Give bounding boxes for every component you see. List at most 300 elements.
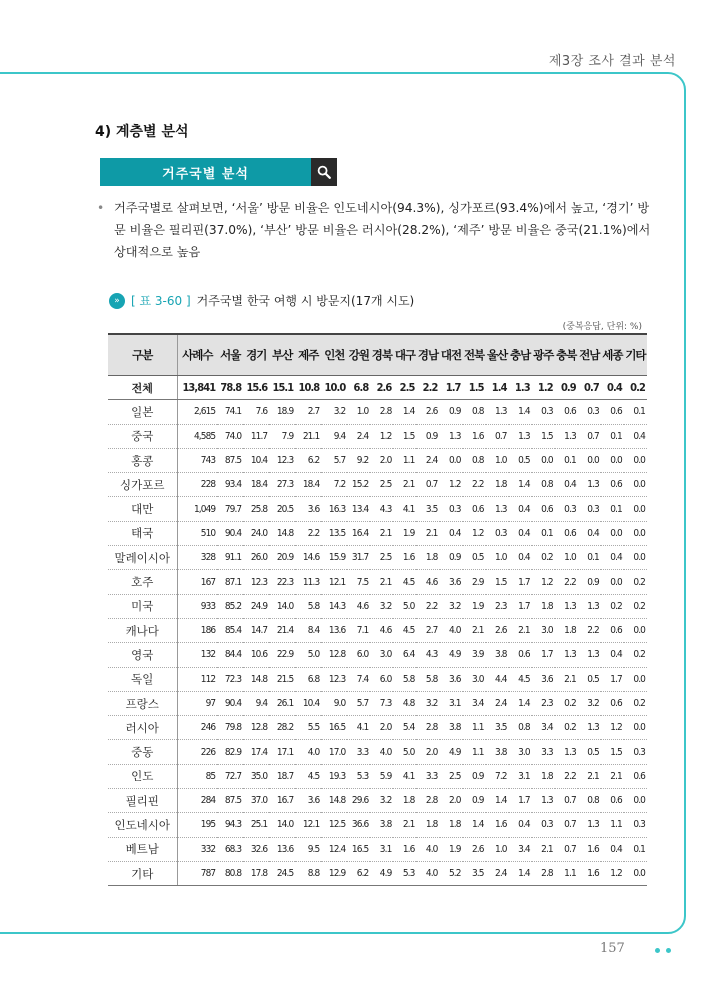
value-cell: 9.4 [243, 691, 269, 715]
value-cell: 4.5 [509, 667, 532, 691]
value-cell: 2.5 [370, 473, 393, 497]
value-cell: 26.1 [269, 691, 295, 715]
value-cell: 2.6 [486, 618, 509, 642]
value-cell: 1.5 [463, 376, 486, 400]
value-cell: 4.3 [416, 643, 439, 667]
value-cell: 16.5 [347, 837, 370, 861]
value-cell: 0.4 [578, 521, 601, 545]
value-cell: 12.9 [321, 861, 347, 885]
value-cell: 1.1 [393, 448, 416, 472]
header-cell: 대구 [393, 334, 416, 376]
value-cell: 5.3 [347, 764, 370, 788]
value-cell: 1.2 [532, 570, 555, 594]
value-cell: 2.2 [295, 521, 321, 545]
table-row [108, 400, 647, 424]
value-cell: 1.2 [440, 473, 463, 497]
value-cell: 787 [177, 861, 217, 885]
value-cell: 0.3 [440, 497, 463, 521]
value-cell: 4.8 [393, 691, 416, 715]
value-cell: 84.4 [217, 643, 243, 667]
value-cell: 933 [177, 594, 217, 618]
value-cell: 0.1 [532, 521, 555, 545]
value-cell: 3.3 [347, 740, 370, 764]
value-cell: 1.9 [393, 521, 416, 545]
value-cell: 1.0 [486, 546, 509, 570]
value-cell: 0.6 [624, 764, 647, 788]
value-cell: 18.7 [269, 764, 295, 788]
country-cell: 인도네시아 [108, 813, 177, 837]
value-cell: 14.8 [321, 789, 347, 813]
value-cell: 0.9 [555, 376, 578, 400]
value-cell: 743 [177, 448, 217, 472]
country-cell: 태국 [108, 521, 177, 545]
value-cell: 3.2 [370, 594, 393, 618]
value-cell: 1.3 [486, 400, 509, 424]
value-cell: 0.9 [463, 789, 486, 813]
value-cell: 8.4 [295, 618, 321, 642]
value-cell: 0.0 [532, 448, 555, 472]
value-cell: 1.8 [555, 618, 578, 642]
table-row [108, 837, 647, 861]
paragraph-text: 거주국별로 살펴보면, ‘서울’ 방문 비율은 인도네시아(94.3%), 싱가포르(93.4%)에서 높고, ‘경기’ 방문 비율은 필리핀(37.0%), ‘부산’ 방문 비율은 러시아(28.2%), ‘제주’ 방문 비율은 중국(21.1%)에서 상대적으로 높음 [114, 201, 651, 259]
value-cell: 2.2 [555, 570, 578, 594]
value-cell: 1.8 [416, 813, 439, 837]
value-cell: 3.8 [486, 740, 509, 764]
value-cell: 4.0 [370, 740, 393, 764]
value-cell: 2.1 [416, 521, 439, 545]
country-cell: 필리핀 [108, 789, 177, 813]
value-cell: 1.1 [463, 740, 486, 764]
value-cell: 14.8 [243, 667, 269, 691]
value-cell: 1.7 [532, 643, 555, 667]
value-cell: 0.2 [624, 691, 647, 715]
country-cell: 싱가포르 [108, 473, 177, 497]
value-cell: 2.1 [463, 618, 486, 642]
value-cell: 1.8 [416, 546, 439, 570]
value-cell: 2.4 [347, 424, 370, 448]
value-cell: 0.3 [624, 813, 647, 837]
value-cell: 90.4 [217, 521, 243, 545]
value-cell: 3.5 [463, 861, 486, 885]
value-cell: 1.3 [578, 643, 601, 667]
value-cell: 19.3 [321, 764, 347, 788]
value-cell: 0.0 [624, 521, 647, 545]
value-cell: 1.8 [393, 789, 416, 813]
header-cell: 대전 [440, 334, 463, 376]
table-row [108, 764, 647, 788]
table-header-row [108, 334, 647, 376]
value-cell: 6.2 [347, 861, 370, 885]
value-cell: 0.3 [532, 813, 555, 837]
value-cell: 3.2 [370, 789, 393, 813]
header-cell: 충남 [509, 334, 532, 376]
value-cell: 0.2 [624, 594, 647, 618]
value-cell: 5.7 [321, 448, 347, 472]
value-cell: 1.3 [555, 740, 578, 764]
value-cell: 0.1 [624, 400, 647, 424]
value-cell: 0.9 [440, 546, 463, 570]
value-cell: 79.8 [217, 716, 243, 740]
value-cell: 0.4 [509, 546, 532, 570]
value-cell: 13.5 [321, 521, 347, 545]
value-cell: 4.9 [440, 740, 463, 764]
value-cell: 14.3 [321, 594, 347, 618]
value-cell: 4.5 [393, 618, 416, 642]
table-row [108, 473, 647, 497]
value-cell: 5.4 [393, 716, 416, 740]
value-cell: 1.4 [393, 400, 416, 424]
value-cell: 2.1 [555, 667, 578, 691]
value-cell: 2.8 [416, 716, 439, 740]
value-cell: 226 [177, 740, 217, 764]
value-cell: 14.7 [243, 618, 269, 642]
value-cell: 7.1 [347, 618, 370, 642]
section-title: 4) 계층별 분석 [95, 124, 189, 140]
value-cell: 0.0 [578, 448, 601, 472]
value-cell: 1.3 [578, 716, 601, 740]
value-cell: 1.3 [578, 594, 601, 618]
value-cell: 186 [177, 618, 217, 642]
value-cell: 28.2 [269, 716, 295, 740]
header-cell: 부산 [269, 334, 295, 376]
value-cell: 2.8 [370, 400, 393, 424]
value-cell: 1.9 [463, 594, 486, 618]
country-cell: 영국 [108, 643, 177, 667]
value-cell: 2.3 [486, 594, 509, 618]
value-cell: 25.8 [243, 497, 269, 521]
value-cell: 78.8 [217, 376, 243, 400]
value-cell: 2.8 [532, 861, 555, 885]
value-cell: 11.3 [295, 570, 321, 594]
value-cell: 0.3 [555, 497, 578, 521]
value-cell: 14.6 [295, 546, 321, 570]
bullet-icon: • [97, 201, 105, 215]
value-cell: 0.7 [555, 789, 578, 813]
table-row [108, 521, 647, 545]
value-cell: 0.0 [624, 497, 647, 521]
value-cell: 16.3 [321, 497, 347, 521]
country-cell: 러시아 [108, 716, 177, 740]
value-cell: 0.6 [601, 400, 624, 424]
value-cell: 0.3 [486, 521, 509, 545]
value-cell: 15.2 [347, 473, 370, 497]
value-cell: 1.2 [601, 861, 624, 885]
country-cell: 대만 [108, 497, 177, 521]
value-cell: 2.4 [486, 861, 509, 885]
value-cell: 1.2 [601, 716, 624, 740]
value-cell: 0.2 [624, 643, 647, 667]
value-cell: 3.6 [440, 667, 463, 691]
value-cell: 0.4 [509, 497, 532, 521]
value-cell: 80.8 [217, 861, 243, 885]
value-cell: 0.5 [578, 667, 601, 691]
table-row [108, 594, 647, 618]
value-cell: 11.7 [243, 424, 269, 448]
value-cell: 2.6 [463, 837, 486, 861]
value-cell: 3.2 [440, 594, 463, 618]
value-cell: 4.6 [370, 618, 393, 642]
value-cell: 0.0 [440, 448, 463, 472]
value-cell: 3.2 [578, 691, 601, 715]
value-cell: 7.2 [486, 764, 509, 788]
value-cell: 13.6 [321, 618, 347, 642]
header-cell: 경남 [416, 334, 439, 376]
value-cell: 332 [177, 837, 217, 861]
value-cell: 0.0 [624, 716, 647, 740]
page-dots [655, 948, 671, 953]
value-cell: 2.0 [440, 789, 463, 813]
header-cell: 제주 [295, 334, 321, 376]
value-cell: 5.5 [295, 716, 321, 740]
value-cell: 2.0 [370, 716, 393, 740]
value-cell: 4.6 [416, 570, 439, 594]
value-cell: 1.8 [532, 764, 555, 788]
value-cell: 1.7 [509, 789, 532, 813]
value-cell: 22.3 [269, 570, 295, 594]
value-cell: 6.2 [295, 448, 321, 472]
table-caption [109, 292, 414, 309]
header-cell: 세종 [601, 334, 624, 376]
country-cell: 전체 [108, 376, 177, 400]
header-cell: 경기 [243, 334, 269, 376]
value-cell: 2.6 [370, 376, 393, 400]
value-cell: 1.4 [509, 691, 532, 715]
value-cell: 1.3 [578, 473, 601, 497]
header-cell: 울산 [486, 334, 509, 376]
value-cell: 0.0 [624, 473, 647, 497]
value-cell: 5.8 [295, 594, 321, 618]
value-cell: 17.8 [243, 861, 269, 885]
table-row [108, 691, 647, 715]
value-cell: 3.0 [463, 667, 486, 691]
value-cell: 0.4 [509, 521, 532, 545]
value-cell: 4.3 [370, 497, 393, 521]
country-cell: 말레이시아 [108, 546, 177, 570]
value-cell: 0.8 [532, 473, 555, 497]
value-cell: 9.0 [321, 691, 347, 715]
value-cell: 5.8 [416, 667, 439, 691]
value-cell: 74.1 [217, 400, 243, 424]
country-cell: 일본 [108, 400, 177, 424]
value-cell: 112 [177, 667, 217, 691]
value-cell: 6.8 [295, 667, 321, 691]
table-title: 거주국별 한국 여행 시 방문지(17개 시도) [196, 294, 415, 308]
value-cell: 1.4 [509, 400, 532, 424]
value-cell: 6.0 [347, 643, 370, 667]
country-cell: 프랑스 [108, 691, 177, 715]
double-chevron-icon: » [109, 293, 125, 309]
value-cell: 12.3 [321, 667, 347, 691]
visit-table [108, 333, 647, 886]
value-cell: 3.6 [532, 667, 555, 691]
value-cell: 1.4 [463, 813, 486, 837]
value-cell: 5.0 [295, 643, 321, 667]
value-cell: 17.0 [321, 740, 347, 764]
value-cell: 72.7 [217, 764, 243, 788]
value-cell: 4.0 [416, 837, 439, 861]
value-cell: 1.2 [370, 424, 393, 448]
value-cell: 0.9 [416, 424, 439, 448]
value-cell: 0.1 [601, 424, 624, 448]
value-cell: 1.6 [393, 837, 416, 861]
value-cell: 1.8 [532, 594, 555, 618]
value-cell: 14.0 [269, 813, 295, 837]
value-cell: 1.4 [486, 376, 509, 400]
subsection-label: 거주국별 분석 [100, 158, 311, 186]
value-cell: 2.6 [416, 400, 439, 424]
value-cell: 0.2 [624, 376, 647, 400]
value-cell: 6.4 [393, 643, 416, 667]
value-cell: 3.2 [321, 400, 347, 424]
value-cell: 2.2 [416, 376, 439, 400]
table-number: [ 표 3-60 ] [131, 294, 191, 308]
value-cell: 0.1 [578, 546, 601, 570]
value-cell: 1.5 [532, 424, 555, 448]
value-cell: 0.9 [440, 400, 463, 424]
value-cell: 0.0 [601, 570, 624, 594]
value-cell: 1.6 [393, 546, 416, 570]
value-cell: 7.5 [347, 570, 370, 594]
value-cell: 5.8 [393, 667, 416, 691]
value-cell: 18.4 [295, 473, 321, 497]
value-cell: 10.6 [243, 643, 269, 667]
value-cell: 1.1 [601, 813, 624, 837]
header-cell: 강원 [347, 334, 370, 376]
value-cell: 0.0 [624, 618, 647, 642]
value-cell: 2.2 [555, 764, 578, 788]
value-cell: 0.6 [509, 643, 532, 667]
value-cell: 0.8 [578, 789, 601, 813]
table-row [108, 667, 647, 691]
value-cell: 1.3 [555, 643, 578, 667]
value-cell: 87.5 [217, 448, 243, 472]
value-cell: 1,049 [177, 497, 217, 521]
value-cell: 97 [177, 691, 217, 715]
value-cell: 0.5 [463, 546, 486, 570]
value-cell: 0.0 [624, 861, 647, 885]
value-cell: 0.6 [601, 473, 624, 497]
value-cell: 94.3 [217, 813, 243, 837]
value-cell: 0.8 [463, 448, 486, 472]
value-cell: 1.0 [486, 448, 509, 472]
table-row [108, 497, 647, 521]
value-cell: 21.5 [269, 667, 295, 691]
value-cell: 7.2 [321, 473, 347, 497]
value-cell: 2.9 [463, 570, 486, 594]
value-cell: 167 [177, 570, 217, 594]
value-cell: 1.1 [463, 716, 486, 740]
value-cell: 3.2 [416, 691, 439, 715]
value-cell: 2.2 [416, 594, 439, 618]
value-cell: 0.3 [532, 400, 555, 424]
value-cell: 1.3 [509, 424, 532, 448]
value-cell: 0.6 [555, 521, 578, 545]
value-cell: 9.4 [321, 424, 347, 448]
value-cell: 14.8 [269, 521, 295, 545]
value-cell: 20.5 [269, 497, 295, 521]
value-cell: 25.1 [243, 813, 269, 837]
value-cell: 0.6 [601, 691, 624, 715]
value-cell: 0.4 [601, 376, 624, 400]
value-cell: 4.1 [393, 764, 416, 788]
table-row [108, 546, 647, 570]
value-cell: 79.7 [217, 497, 243, 521]
value-cell: 0.3 [624, 740, 647, 764]
value-cell: 2.1 [370, 521, 393, 545]
value-cell: 7.9 [269, 424, 295, 448]
value-cell: 5.0 [393, 594, 416, 618]
country-cell: 인도 [108, 764, 177, 788]
unit-note: (중복응답, 단위: %) [562, 322, 642, 332]
value-cell: 0.0 [624, 448, 647, 472]
value-cell: 31.7 [347, 546, 370, 570]
value-cell: 2.2 [578, 618, 601, 642]
value-cell: 21.4 [269, 618, 295, 642]
country-cell: 홍콩 [108, 448, 177, 472]
value-cell: 0.9 [463, 764, 486, 788]
value-cell: 4.5 [393, 570, 416, 594]
value-cell: 87.5 [217, 789, 243, 813]
value-cell: 284 [177, 789, 217, 813]
value-cell: 2.4 [416, 448, 439, 472]
value-cell: 3.6 [295, 497, 321, 521]
value-cell: 2.7 [416, 618, 439, 642]
chapter-header: 제3장 조사 결과 분석 [548, 54, 676, 69]
value-cell: 0.0 [601, 521, 624, 545]
value-cell: 1.8 [486, 473, 509, 497]
value-cell: 3.4 [532, 716, 555, 740]
country-cell: 호주 [108, 570, 177, 594]
value-cell: 2.0 [416, 740, 439, 764]
value-cell: 12.1 [295, 813, 321, 837]
value-cell: 2.1 [578, 764, 601, 788]
value-cell: 2.5 [393, 376, 416, 400]
value-cell: 0.2 [624, 570, 647, 594]
value-cell: 3.1 [509, 764, 532, 788]
value-cell: 510 [177, 521, 217, 545]
value-cell: 2.1 [370, 570, 393, 594]
value-cell: 15.1 [269, 376, 295, 400]
table-row [108, 424, 647, 448]
value-cell: 5.3 [393, 861, 416, 885]
value-cell: 5.7 [347, 691, 370, 715]
value-cell: 3.8 [440, 716, 463, 740]
value-cell: 37.0 [243, 789, 269, 813]
value-cell: 1.4 [509, 473, 532, 497]
value-cell: 0.7 [555, 837, 578, 861]
value-cell: 0.2 [532, 546, 555, 570]
value-cell: 1.3 [578, 813, 601, 837]
country-cell: 중국 [108, 424, 177, 448]
value-cell: 1.3 [532, 789, 555, 813]
value-cell: 0.0 [624, 546, 647, 570]
table-row [108, 448, 647, 472]
value-cell: 0.4 [509, 813, 532, 837]
value-cell: 17.4 [243, 740, 269, 764]
value-cell: 72.3 [217, 667, 243, 691]
value-cell: 10.0 [321, 376, 347, 400]
value-cell: 16.5 [321, 716, 347, 740]
value-cell: 74.0 [217, 424, 243, 448]
value-cell: 4.6 [347, 594, 370, 618]
value-cell: 5.2 [440, 861, 463, 885]
value-cell: 1.8 [440, 813, 463, 837]
value-cell: 4.1 [393, 497, 416, 521]
value-cell: 1.3 [509, 376, 532, 400]
header-cell: 서울 [217, 334, 243, 376]
value-cell: 13.4 [347, 497, 370, 521]
value-cell: 2.4 [486, 691, 509, 715]
